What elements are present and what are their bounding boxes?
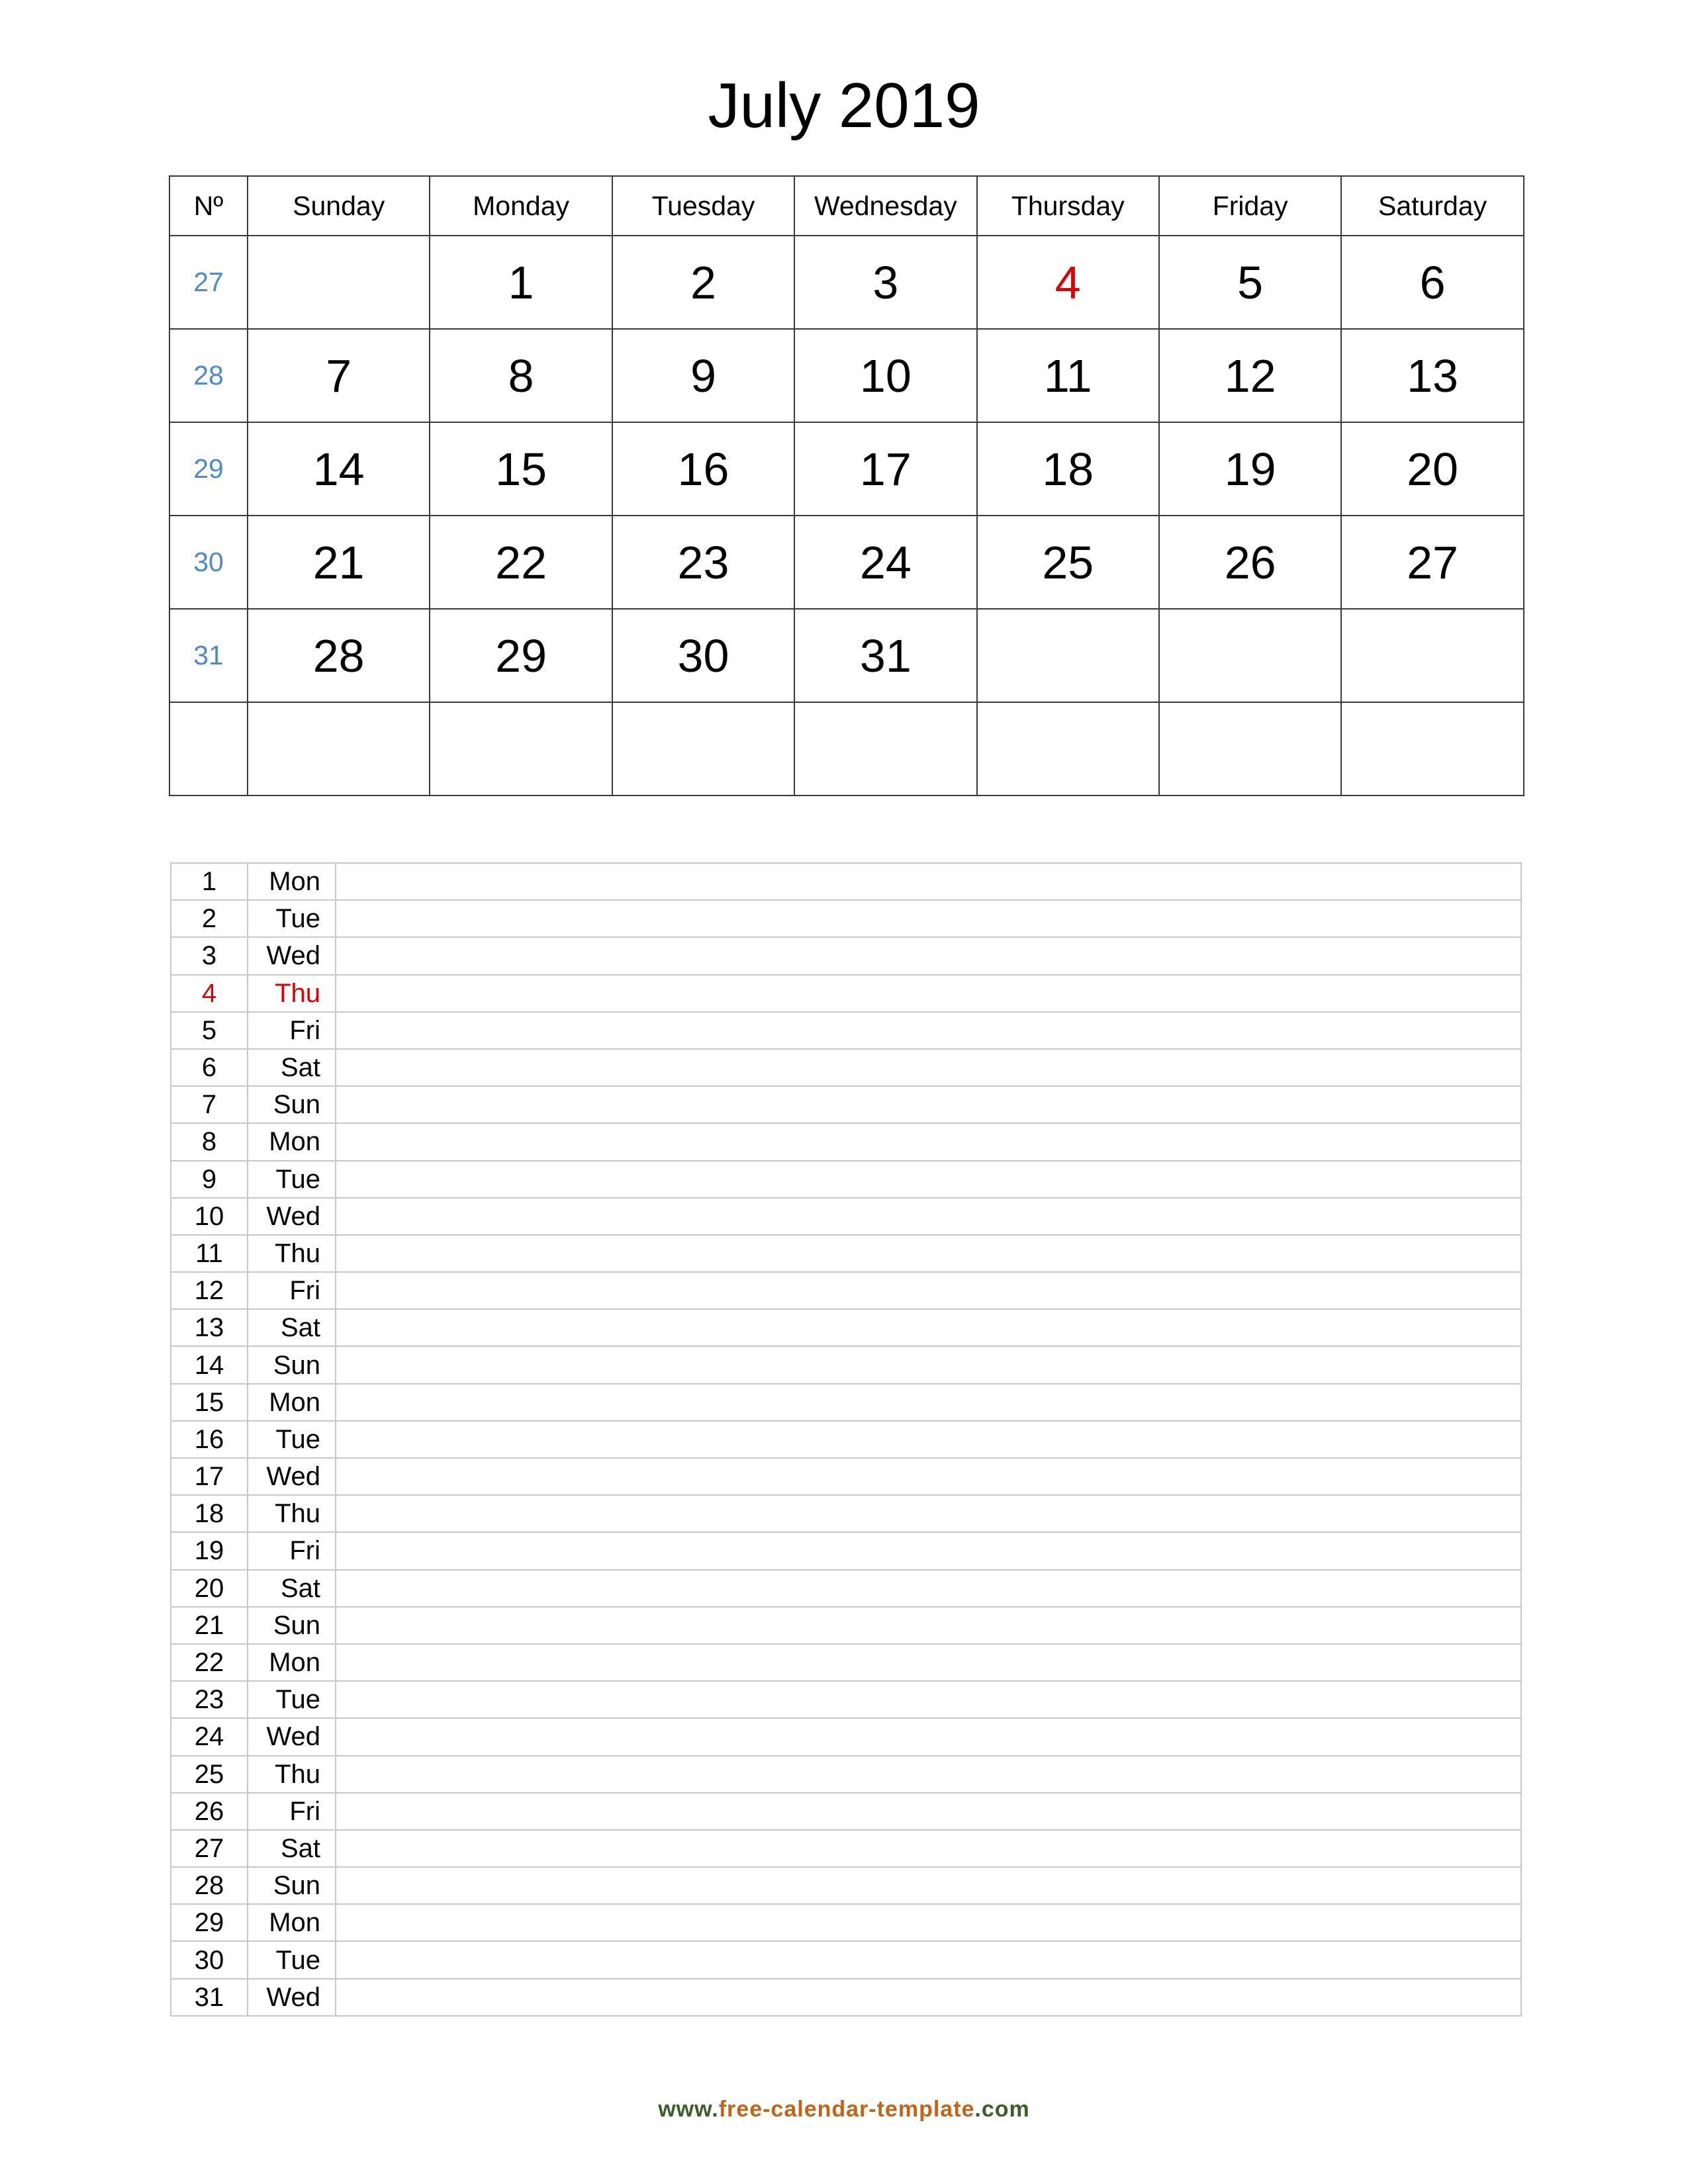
list-row [171, 1867, 1521, 1904]
list-row [171, 975, 1521, 1012]
week-number: 31 [169, 609, 248, 702]
list-weekday: Fri [248, 1532, 336, 1569]
week-number: 29 [169, 422, 248, 516]
list-weekday: Tue [248, 1421, 336, 1458]
day-cell[interactable]: 12 [1159, 329, 1341, 422]
list-row [171, 1272, 1521, 1309]
list-weekday: Sun [248, 1346, 336, 1383]
list-day-number: 23 [171, 1681, 248, 1718]
list-row [171, 1346, 1521, 1383]
footer-website[interactable] [0, 2097, 1688, 2122]
list-weekday: Fri [248, 1272, 336, 1309]
list-row [171, 937, 1521, 974]
list-notes-field[interactable] [336, 1607, 1521, 1644]
list-row [171, 863, 1521, 900]
list-day-number: 25 [171, 1756, 248, 1793]
list-notes-field[interactable] [336, 900, 1521, 937]
list-notes-field[interactable] [336, 1235, 1521, 1272]
list-weekday: Sun [248, 1867, 336, 1904]
list-weekday: Fri [248, 1012, 336, 1049]
list-row [171, 900, 1521, 937]
list-day-number: 11 [171, 1235, 248, 1272]
day-cell[interactable]: 19 [1159, 422, 1341, 516]
list-notes-field[interactable] [336, 1532, 1521, 1569]
day-cell[interactable] [248, 236, 430, 329]
list-row [171, 1086, 1521, 1123]
list-day-number: 6 [171, 1049, 248, 1086]
page-title: July 2019 [708, 70, 980, 141]
day-cell[interactable]: 8 [430, 329, 612, 422]
day-cell[interactable]: 10 [794, 329, 976, 422]
day-cell[interactable]: 31 [794, 609, 976, 702]
list-day-number: 18 [171, 1495, 248, 1532]
week-row [169, 609, 1524, 702]
day-header-friday: Friday [1159, 176, 1341, 236]
list-day-number: 26 [171, 1793, 248, 1830]
list-notes-field[interactable] [336, 1495, 1521, 1532]
list-notes-field[interactable] [336, 1421, 1521, 1458]
list-notes-field[interactable] [336, 1384, 1521, 1421]
list-row [171, 1384, 1521, 1421]
list-notes-field[interactable] [336, 1941, 1521, 1978]
day-cell[interactable]: 30 [612, 609, 794, 702]
day-cell[interactable] [1341, 609, 1523, 702]
list-day-number: 14 [171, 1346, 248, 1383]
week-row [169, 329, 1524, 422]
week-row [169, 702, 1524, 796]
list-weekday: Mon [248, 1644, 336, 1681]
list-row [171, 1421, 1521, 1458]
list-notes-field[interactable] [336, 1570, 1521, 1607]
list-notes-field[interactable] [336, 1049, 1521, 1086]
footer-www: www. [658, 2097, 719, 2122]
day-cell[interactable]: 11 [977, 329, 1159, 422]
day-header-thursday: Thursday [977, 176, 1159, 236]
list-weekday: Fri [248, 1793, 336, 1830]
list-day-number: 10 [171, 1198, 248, 1235]
list-day-number: 2 [171, 900, 248, 937]
day-cell[interactable]: 16 [612, 422, 794, 516]
week-row [169, 422, 1524, 516]
list-weekday: Thu [248, 1495, 336, 1532]
list-notes-field[interactable] [336, 1346, 1521, 1383]
list-row [171, 1979, 1521, 2016]
list-row [171, 1681, 1521, 1718]
list-weekday: Wed [248, 937, 336, 974]
list-notes-field[interactable] [336, 975, 1521, 1012]
list-day-number: 19 [171, 1532, 248, 1569]
week-number-header: Nº [169, 176, 248, 236]
list-row [171, 1570, 1521, 1607]
list-row [171, 1830, 1521, 1867]
list-weekday: Mon [248, 863, 336, 900]
list-weekday: Tue [248, 1681, 336, 1718]
day-cell[interactable]: 24 [794, 516, 976, 609]
day-cell[interactable] [1159, 609, 1341, 702]
list-notes-field[interactable] [336, 1198, 1521, 1235]
list-day-number: 13 [171, 1309, 248, 1346]
list-weekday: Thu [248, 1756, 336, 1793]
list-notes-field[interactable] [336, 1123, 1521, 1160]
list-row [171, 1793, 1521, 1830]
list-day-number: 21 [171, 1607, 248, 1644]
day-cell[interactable]: 5 [1159, 236, 1341, 329]
day-cell[interactable] [1159, 702, 1341, 796]
list-day-number: 1 [171, 863, 248, 900]
list-weekday: Sun [248, 1086, 336, 1123]
list-weekday: Tue [248, 1941, 336, 1978]
list-day-number: 12 [171, 1272, 248, 1309]
list-row [171, 1309, 1521, 1346]
day-header-saturday: Saturday [1341, 176, 1523, 236]
day-cell[interactable]: 20 [1341, 422, 1523, 516]
day-header-wednesday: Wednesday [794, 176, 976, 236]
list-notes-field[interactable] [336, 1979, 1521, 2016]
list-day-number: 29 [171, 1904, 248, 1941]
footer-domain: free-calendar-template [718, 2097, 975, 2122]
list-day-number: 31 [171, 1979, 248, 2016]
day-cell[interactable]: 2 [612, 236, 794, 329]
month-grid [169, 175, 1524, 796]
list-notes-field[interactable] [336, 937, 1521, 974]
list-row [171, 1756, 1521, 1793]
list-notes-field[interactable] [336, 1904, 1521, 1941]
list-day-number: 24 [171, 1718, 248, 1755]
list-weekday: Wed [248, 1458, 336, 1495]
list-row [171, 1458, 1521, 1495]
day-header-tuesday: Tuesday [612, 176, 794, 236]
day-cell[interactable]: 17 [794, 422, 976, 516]
list-day-number: 9 [171, 1161, 248, 1198]
day-cell[interactable] [430, 702, 612, 796]
list-row [171, 1198, 1521, 1235]
list-notes-field[interactable] [336, 1272, 1521, 1309]
list-notes-field[interactable] [336, 1309, 1521, 1346]
list-notes-field[interactable] [336, 1086, 1521, 1123]
list-notes-field[interactable] [336, 1458, 1521, 1495]
list-day-number: 7 [171, 1086, 248, 1123]
list-row [171, 1718, 1521, 1755]
day-cell[interactable]: 1 [430, 236, 612, 329]
grid-header-row [169, 176, 1524, 236]
list-row [171, 1012, 1521, 1049]
list-notes-field[interactable] [336, 1644, 1521, 1681]
list-day-number: 27 [171, 1830, 248, 1867]
week-number: 28 [169, 329, 248, 422]
list-weekday: Thu [248, 975, 336, 1012]
day-cell[interactable] [248, 702, 430, 796]
week-number [169, 702, 248, 796]
day-cell[interactable]: 6 [1341, 236, 1523, 329]
list-weekday: Tue [248, 1161, 336, 1198]
day-cell[interactable]: 15 [430, 422, 612, 516]
day-cell[interactable] [977, 702, 1159, 796]
day-header-sunday: Sunday [248, 176, 430, 236]
list-day-number: 28 [171, 1867, 248, 1904]
list-row [171, 1123, 1521, 1160]
list-row [171, 1235, 1521, 1272]
list-row [171, 1161, 1521, 1198]
list-weekday: Mon [248, 1123, 336, 1160]
list-notes-field[interactable] [336, 1830, 1521, 1867]
day-cell[interactable]: 4 [977, 236, 1159, 329]
list-notes-field[interactable] [336, 863, 1521, 900]
list-day-number: 17 [171, 1458, 248, 1495]
list-notes-field[interactable] [336, 1161, 1521, 1198]
day-cell[interactable]: 3 [794, 236, 976, 329]
day-cell[interactable]: 14 [248, 422, 430, 516]
list-day-number: 15 [171, 1384, 248, 1421]
day-cell[interactable]: 18 [977, 422, 1159, 516]
list-notes-field[interactable] [336, 1681, 1521, 1718]
day-cell[interactable]: 25 [977, 516, 1159, 609]
list-notes-field[interactable] [336, 1793, 1521, 1830]
list-weekday: Wed [248, 1979, 336, 2016]
week-row [169, 236, 1524, 329]
daily-notes-list [170, 862, 1522, 2017]
list-day-number: 5 [171, 1012, 248, 1049]
list-row [171, 1049, 1521, 1086]
day-cell[interactable]: 29 [430, 609, 612, 702]
day-cell[interactable]: 13 [1341, 329, 1523, 422]
list-weekday: Sun [248, 1607, 336, 1644]
list-day-number: 4 [171, 975, 248, 1012]
day-cell[interactable]: 27 [1341, 516, 1523, 609]
list-notes-field[interactable] [336, 1867, 1521, 1904]
list-weekday: Sat [248, 1830, 336, 1867]
list-weekday: Sat [248, 1570, 336, 1607]
day-cell[interactable] [612, 702, 794, 796]
day-cell[interactable]: 9 [612, 329, 794, 422]
footer-tld: .com [974, 2097, 1030, 2122]
day-header-monday: Monday [430, 176, 612, 236]
week-number: 27 [169, 236, 248, 329]
day-cell[interactable] [794, 702, 976, 796]
day-cell[interactable]: 21 [248, 516, 430, 609]
day-cell[interactable]: 28 [248, 609, 430, 702]
list-day-number: 30 [171, 1941, 248, 1978]
list-row [171, 1904, 1521, 1941]
day-cell[interactable] [977, 609, 1159, 702]
list-day-number: 22 [171, 1644, 248, 1681]
list-weekday: Mon [248, 1384, 336, 1421]
list-row [171, 1495, 1521, 1532]
list-day-number: 16 [171, 1421, 248, 1458]
list-row [171, 1607, 1521, 1644]
day-cell[interactable]: 23 [612, 516, 794, 609]
list-weekday: Wed [248, 1718, 336, 1755]
list-day-number: 20 [171, 1570, 248, 1607]
day-cell[interactable]: 22 [430, 516, 612, 609]
day-cell[interactable]: 26 [1159, 516, 1341, 609]
list-weekday: Thu [248, 1235, 336, 1272]
list-row [171, 1532, 1521, 1569]
list-day-number: 3 [171, 937, 248, 974]
list-notes-field[interactable] [336, 1718, 1521, 1755]
day-cell[interactable]: 7 [248, 329, 430, 422]
list-notes-field[interactable] [336, 1012, 1521, 1049]
week-number: 30 [169, 516, 248, 609]
list-row [171, 1941, 1521, 1978]
list-weekday: Wed [248, 1198, 336, 1235]
list-weekday: Sat [248, 1049, 336, 1086]
list-day-number: 8 [171, 1123, 248, 1160]
week-row [169, 516, 1524, 609]
list-weekday: Mon [248, 1904, 336, 1941]
list-weekday: Tue [248, 900, 336, 937]
list-weekday: Sat [248, 1309, 336, 1346]
day-cell[interactable] [1341, 702, 1523, 796]
list-notes-field[interactable] [336, 1756, 1521, 1793]
list-row [171, 1644, 1521, 1681]
